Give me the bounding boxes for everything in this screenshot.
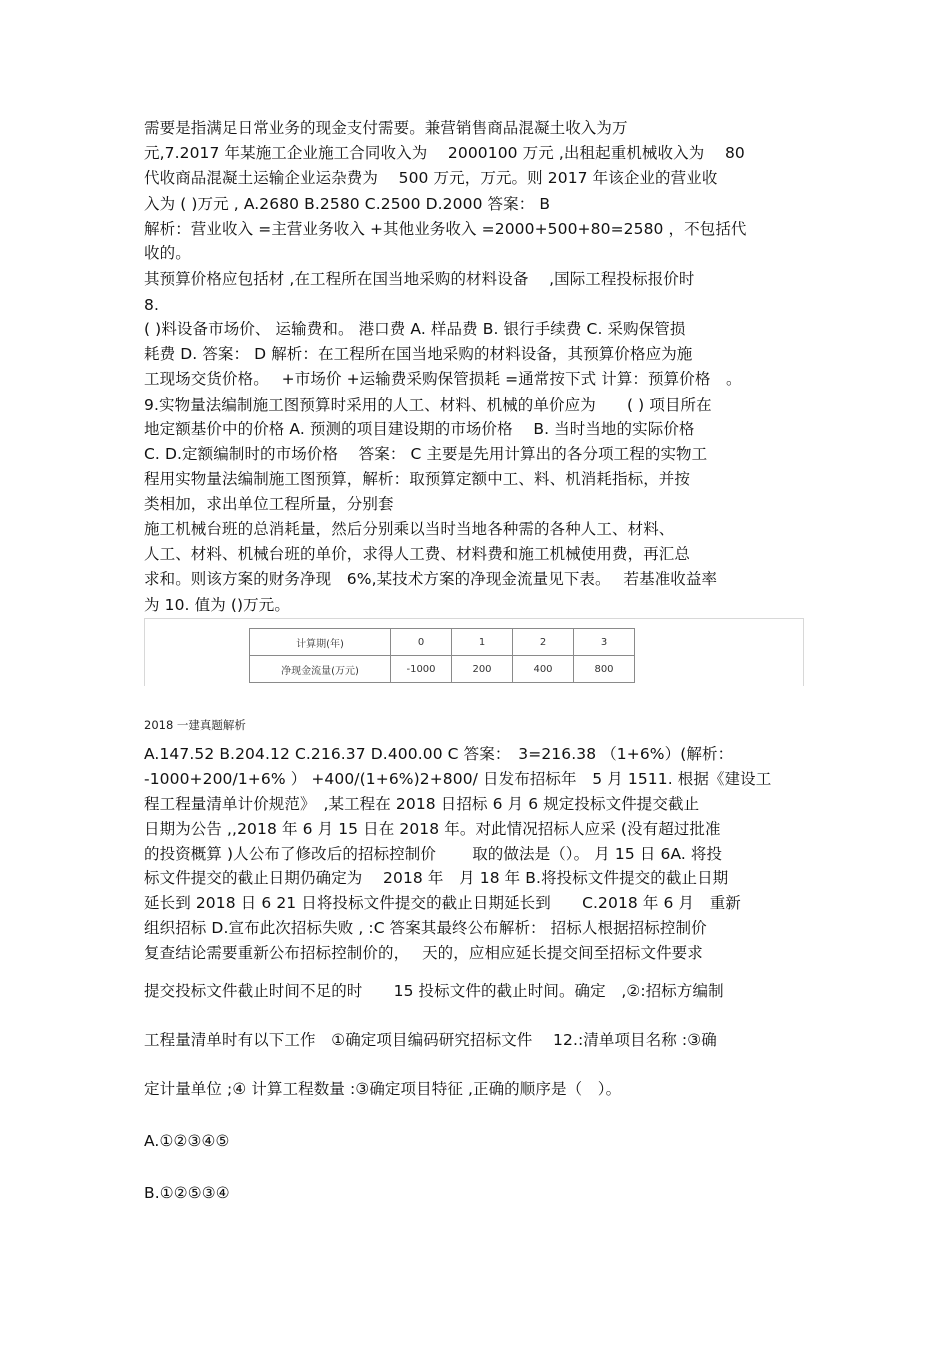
answer-option: B.①②⑤③④ [144, 1184, 230, 1202]
text-line: 工现场交货价格。 +市场价 +运输费采购保管损耗 =通常按下式 计算：预算价格 。 [144, 370, 742, 388]
table-cell: 3 [574, 629, 635, 656]
cash-flow-table-figure [144, 618, 804, 686]
text-line: 定计量单位 ;④ 计算工程数量 :③确定项目特征 ,正确的顺序是（ ）。 [144, 1080, 622, 1098]
text-line: 需要是指满足日常业务的现金支付需要。兼营销售商品混凝土收入为万 [144, 119, 628, 137]
table-cell: 1 [452, 629, 513, 656]
text-line: 代收商品混凝土运输企业运杂费为 500 万元，万元。则 2017 年该企业的营业收 [144, 169, 718, 187]
text-line: 类相加，求出单位工程所量，分别套 [144, 495, 394, 513]
text-line: 标文件提交的截止日期仍确定为 2018 年 月 18 年 B.将投标文件提交的截止日期 [144, 869, 729, 887]
text-line: 地定额基价中的价格 A. 预测的项目建设期的市场价格 B. 当时当地的实际价格 [144, 420, 695, 438]
text-line: 组织招标 D.宣布此次招标失败 , :C 答案其最终公布解析： 招标人根据招标控制价 [144, 919, 707, 937]
text-line: 9.实物量法编制施工图预算时采用的人工、材料、机械的单价应为 ( ) 项目所在 [144, 396, 712, 414]
table-cell: 0 [391, 629, 452, 656]
table-cell: -1000 [391, 656, 452, 683]
text-line: 求和。则该方案的财务净现 6%,某技术方案的净现金流量见下表。 若基准收益率 [144, 570, 718, 588]
table-row [250, 629, 635, 656]
table-cell: 净现金流量(万元) [250, 656, 391, 683]
table-cell: 计算期(年) [250, 629, 391, 656]
text-line: 日期为公告 ,,2018 年 6 月 15 日在 2018 年。对此情况招标人应采 (没有超过批准 [144, 820, 721, 838]
text-line: 程工程量清单计价规范》 ,某工程在 2018 日招标 6 月 6 规定投标文件提交截止 [144, 795, 700, 813]
text-line: 施工机械台班的总消耗量，然后分别乘以当时当地各种需的各种人工、材料、 [144, 520, 675, 538]
text-line: 的投资概算 )人公布了修改后的招标控制价 取的做法是（）。 月 15 日 6A. 将投 [144, 845, 723, 863]
table-cell: 800 [574, 656, 635, 683]
text-line: 提交投标文件截止时间不足的时 15 投标文件的截止时间。确定 ,②:招标方编制 [144, 982, 724, 1000]
cash-flow-table [249, 628, 635, 683]
table-cell: 400 [513, 656, 574, 683]
text-line: -1000+200/1+6% ） +400/(1+6%)2+800/ 日发布招标年 5 月 1511. 根据《建设工 [144, 770, 772, 788]
text-line: 工程量清单时有以下工作 ①确定项目编码研究招标文件 12.:清单项目名称 :③确 [144, 1031, 717, 1049]
table-row [250, 656, 635, 683]
text-line: 人工、材料、机械台班的单价，求得人工费、材料费和施工机械使用费，再汇总 [144, 545, 691, 563]
table-cell: 2 [513, 629, 574, 656]
text-line: 收的。 [144, 244, 191, 262]
text-line: 其预算价格应包括材 ,在工程所在国当地采购的材料设备 ,国际工程投标报价时 [144, 270, 695, 288]
text-line: 元,7.2017 年某施工企业施工合同收入为 2000100 万元 ,出租起重机械收入为 80 [144, 144, 745, 162]
text-line: 解析：营业收入 =主营业务收入 +其他业务收入 =2000+500+80=2580 ，不包括代 [144, 220, 747, 238]
text-line: 复查结论需要重新公布招标控制价的， 天的，应相应延长提交间至招标文件要求 [144, 944, 703, 962]
text-line: 入为 ( )万元 , A.2680 B.2580 C.2500 D.2000 答案： B [144, 195, 551, 213]
answer-option: A.①②③④⑤ [144, 1132, 230, 1150]
text-line: 延长到 2018 日 6 21 日将投标文件提交的截止日期延长到 C.2018 年 6 月 重新 [144, 894, 741, 912]
table-cell: 200 [452, 656, 513, 683]
text-line: C. D.定额编制时的市场价格 答案： C 主要是先用计算出的各分项工程的实物工 [144, 445, 708, 463]
text-line: ( )料设备市场价、 运输费和。 港口费 A. 样品费 B. 银行手续费 C. 采购保管损 [144, 320, 686, 338]
page-caption: 2018 一建真题解析 [144, 718, 246, 732]
text-line: A.147.52 B.204.12 C.216.37 D.400.00 C 答案： 3=216.38 （1+6%）(解析： [144, 745, 734, 763]
text-line: 为 10. 值为 ()万元。 [144, 596, 290, 614]
text-line: 耗费 D. 答案： D 解析：在工程所在国当地采购的材料设备，其预算价格应为施 [144, 345, 693, 363]
text-line: 程用实物量法编制施工图预算，解析：取预算定额中工、料、机消耗指标，并按 [144, 470, 691, 488]
text-line: 8. [144, 296, 159, 314]
